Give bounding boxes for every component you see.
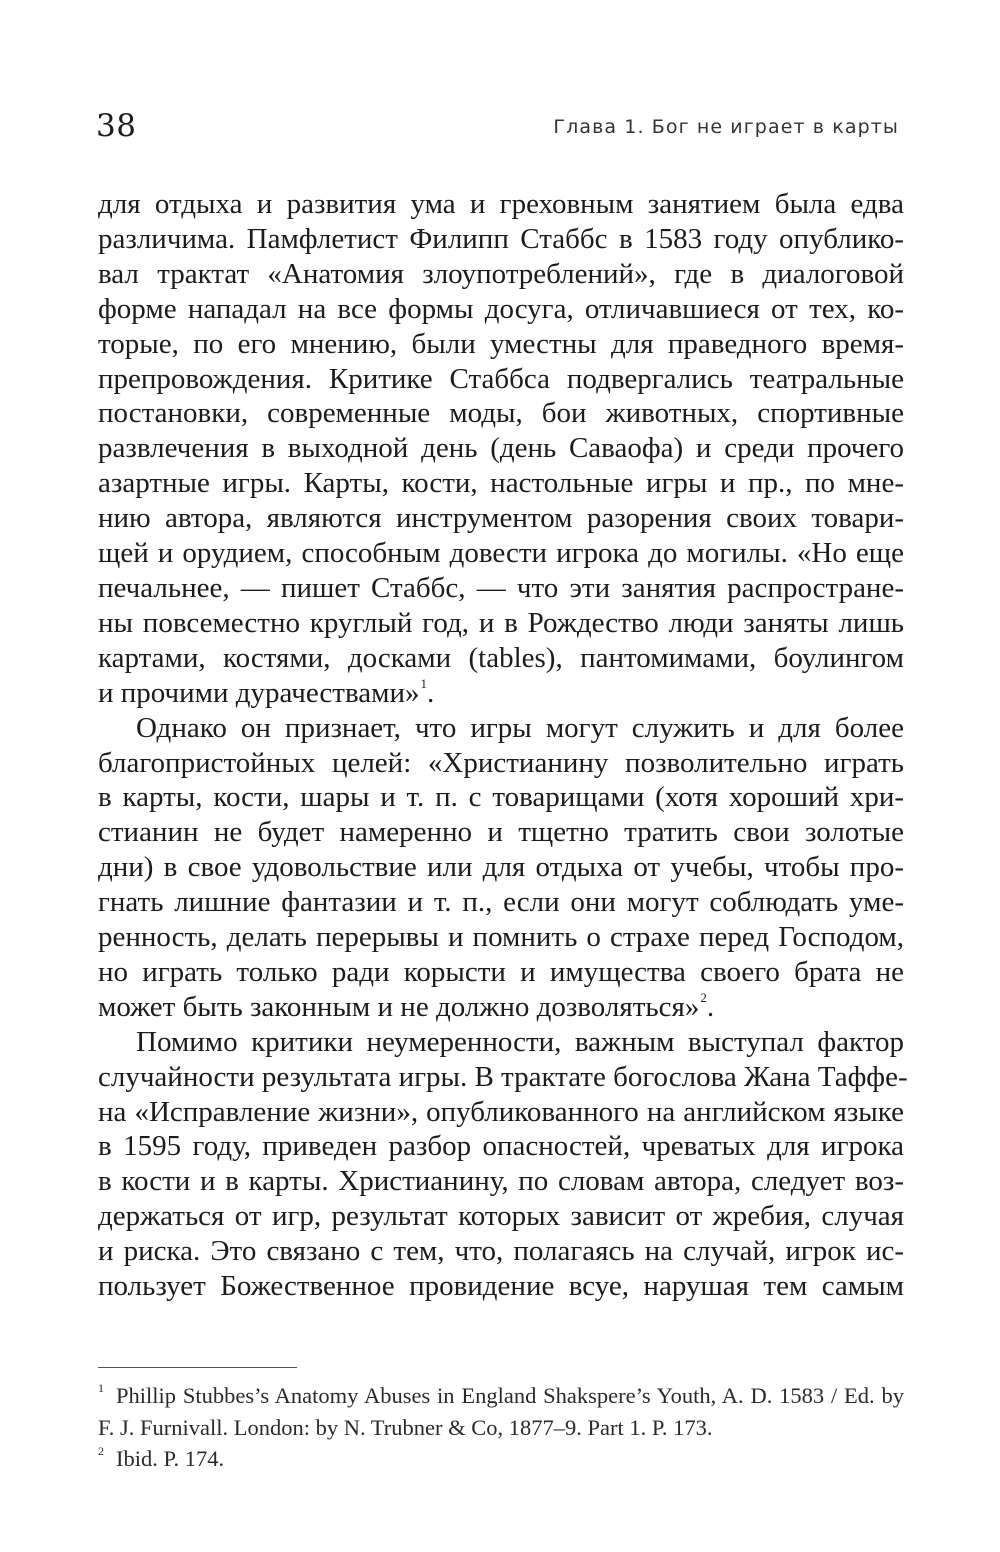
text-line-content: и прочими дурачествами» xyxy=(98,676,420,709)
footnote-1 xyxy=(98,1380,904,1443)
text-line: печальнее, — пишет Стаббс, — что эти занятия распростране- xyxy=(98,571,904,604)
sentence-end: . xyxy=(427,676,435,709)
footnote-2 xyxy=(98,1443,904,1475)
footnote-text: Phillip Stubbes’s Anatomy Abuses in England Shakspere’s Youth, A. D. 1583 / Ed. by xyxy=(116,1383,904,1408)
text-line: стианин не будет намеренно и тщетно тратить свои золотые xyxy=(98,816,904,849)
footnote-line: 2 Ibid. P. 174. xyxy=(98,1444,225,1471)
footnote-reference-1[interactable]: 1 xyxy=(420,675,428,691)
text-line: щей и орудием, способным довести игрока до могилы. «Но еще xyxy=(98,537,904,570)
text-line: торые, по его мнению, были уместны для праведного время- xyxy=(98,327,904,360)
text-line: постановки, современные моды, бои животных, спортивные xyxy=(98,397,904,430)
footnote-line: 1 Phillip Stubbes’s Anatomy Abuses in England Shakspere’s Youth, A. D. 1583 / Ed. by xyxy=(98,1381,904,1408)
text-line: различима. Памфлетист Филипп Стаббс в 1583 году опублико- xyxy=(98,222,904,255)
text-line: для отдыха и развития ума и греховным занятием была едва xyxy=(98,188,904,220)
text-line xyxy=(98,676,904,711)
footnote-reference-2[interactable]: 2 xyxy=(700,989,707,1005)
text-line xyxy=(98,990,904,1025)
paragraph-3 xyxy=(98,1025,908,1304)
text-line: гнать лишние фантазии и т. п., если они могут соблюдать уме- xyxy=(98,886,904,919)
text-line: препровождения. Критике Стаббса подвергались театральные xyxy=(98,362,904,395)
running-head: Глава 1. Бог не играет в карты xyxy=(553,116,899,138)
text-line: ренность, делать перерывы и помнить о страхе перед Господом, xyxy=(98,921,904,954)
body-text xyxy=(98,187,908,1304)
text-line-content: может быть законным и не должно дозволяться» xyxy=(98,990,700,1023)
text-line: ны повсеместно круглый год, и в Рождество люди заняты лишь xyxy=(98,606,904,639)
text-line: картами, костями, досками (tables), пантомимами, боулингом xyxy=(98,641,904,674)
text-line: форме нападал на все формы досуга, отличавшиеся от тех, ко- xyxy=(98,292,904,325)
text-line: дни) в свое удовольствие или для отдыха от учебы, чтобы про- xyxy=(98,851,904,884)
text-line: Помимо критики неумеренности, важным выступал фактор xyxy=(136,1025,904,1058)
text-line: в кости и в карты. Христианину, по словам автора, следует воз- xyxy=(98,1165,904,1198)
page-number: 38 xyxy=(96,108,137,144)
text-line: и риска. Это связано с тем, что, полагаясь на случай, игрок ис- xyxy=(98,1235,904,1268)
paragraph-2 xyxy=(98,711,904,1025)
text-line: но играть только ради корысти и имущества своего брата не xyxy=(98,955,904,988)
text-line: нию автора, являются инструментом разорения своих товари- xyxy=(98,502,904,535)
text-line: на «Исправление жизни», опубликованного на английском языке xyxy=(98,1095,904,1128)
footnote-line: F. J. Furnivall. London: by N. Trubner & Co, 1877–9. Part 1. P. 173. xyxy=(98,1414,713,1440)
paragraph-1 xyxy=(98,187,904,711)
text-line: Однако он признает, что игры могут служить и для более xyxy=(136,711,904,744)
text-line: держаться от игр, результат которых зависит от жребия, случая xyxy=(98,1200,904,1233)
text-line: азартные игры. Карты, кости, настольные игры и пр., по мне- xyxy=(98,467,904,500)
footnote-divider xyxy=(98,1367,297,1368)
sentence-end: . xyxy=(706,990,715,1023)
text-line: случайности результата игры. В трактате богослова Жана Таффе- xyxy=(98,1060,908,1093)
text-line: в 1595 году, приведен разбор опасностей, чреватых для игрока xyxy=(98,1130,904,1163)
text-line: вал трактат «Анатомия злоупотреблений», где в диалоговой xyxy=(98,257,904,290)
text-line: благопристойных целей: «Христианину позволительно играть xyxy=(98,746,904,779)
text-line: пользует Божественное провидение всуе, нарушая тем самым xyxy=(98,1270,904,1303)
footnote-text: Ibid. P. 174. xyxy=(116,1446,225,1471)
text-line: в карты, кости, шары и т. п. с товарищами (хотя хороший хри- xyxy=(98,781,904,814)
text-line: развлечения в выходной день (день Саваофа) и среди прочего xyxy=(98,432,904,465)
footnotes xyxy=(98,1380,904,1475)
